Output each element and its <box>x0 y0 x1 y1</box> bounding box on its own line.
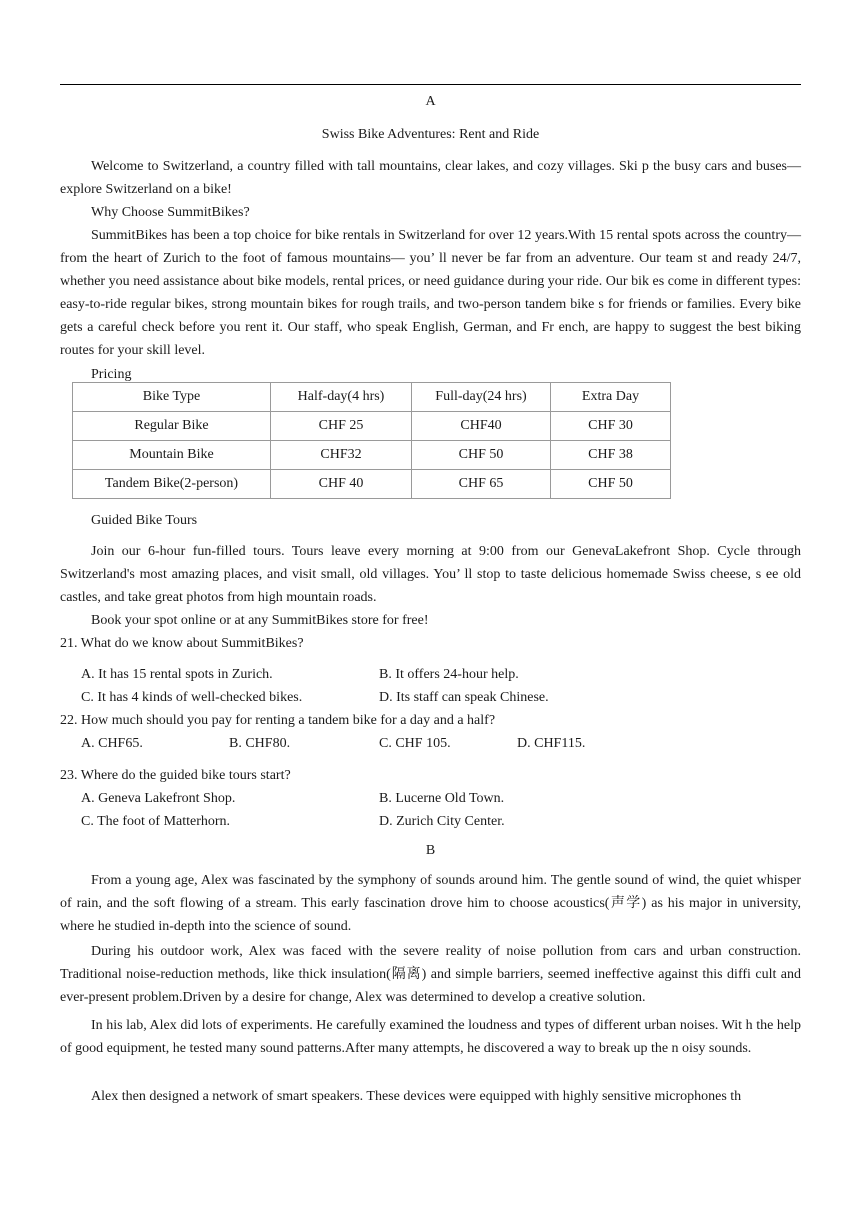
pricing-row <box>73 470 671 499</box>
answer-option: D. Zurich City Center. <box>379 814 505 829</box>
answer-option: C. It has 4 kinds of well-checked bikes. <box>81 690 303 705</box>
answer-option: B. It offers 24-hour help. <box>379 667 519 682</box>
passage-a-title: Swiss Bike Adventures: Rent and Ride <box>321 127 540 142</box>
passage-b-paragraph: In his lab, Alex did lots of experiments. He carefully examined the loudness and types of different urban noises. Wit h the help of good equipment, he tested many sound patterns.After many attempts, he discovered a way to break up the n oisy sounds. <box>60 1018 801 1056</box>
pricing-row <box>73 412 671 441</box>
pricing-row <box>73 441 671 470</box>
pricing-cell: CHF32 <box>271 441 412 470</box>
pricing-cell: Regular Bike <box>73 412 271 441</box>
pricing-header-row <box>73 383 671 412</box>
why-paragraph: SummitBikes has been a top choice for bike rentals in Switzerland for over 12 years.With 15 rental spots across the country— from the heart of Zurich to the foot of famous mountains— you’ ll never be far from an adventure. Our team st and ready 24/7, whether you need assistance about bike models, rental prices, or need guidance during your ride. Our bik es come in different types: easy-to-ride regular bikes, strong mountain bikes for rough trails, and two-person tandem bike s for friends or families. Every bike gets a careful check before you rent it. Our staff, who speak English, German, and Fr ench, are happy to suggest the best biking routes for your skill level. <box>60 228 801 358</box>
question-stem: 23. Where do the guided bike tours start? <box>60 768 291 783</box>
exam-page <box>60 0 801 1216</box>
pricing-header-cell: Full-day(24 hrs) <box>412 383 551 412</box>
question-stem: 22. How much should you pay for renting a tandem bike for a day and a half? <box>60 713 496 728</box>
pricing-heading: Pricing <box>91 367 132 382</box>
pricing-cell: Tandem Bike(2-person) <box>73 470 271 499</box>
pricing-cell: CHF 25 <box>271 412 412 441</box>
pricing-header-cell: Extra Day <box>551 383 671 412</box>
tours-heading: Guided Bike Tours <box>91 513 198 528</box>
pricing-cell: CHF 40 <box>271 470 412 499</box>
answer-option: B. CHF80. <box>229 736 291 751</box>
pricing-cell: CHF 50 <box>412 441 551 470</box>
passage-b-paragraph: Alex then designed a network of smart speakers. These devices were equipped with highly sensitive microphones th <box>91 1089 742 1104</box>
answer-option: C. The foot of Matterhorn. <box>81 814 231 829</box>
passage-a-intro: Welcome to Switzerland, a country filled with tall mountains, clear lakes, and cozy villages. Ski p the busy cars and buses— explore Switzerland on a bike! <box>60 159 801 197</box>
passage-b-paragraph: From a young age, Alex was fascinated by the symphony of sounds around him. The gentle sound of wind, the quiet whisper of rain, and the soft flowing of a stream. This early fascination drove him to choose acoustics(声学) as his major in university, where he studied in-depth into the science of sound. <box>60 873 801 934</box>
pricing-cell: CHF40 <box>412 412 551 441</box>
top-rule <box>60 84 801 85</box>
passage-b-paragraph: During his outdoor work, Alex was faced with the severe reality of noise pollution from cars and urban construction. Traditional noise-reduction methods, like thick insulation(隔离) and simple barriers, seemed ineffective against this diffi cult and ever-present problem.Driven by a desire for change, Alex was determined to develop a creative solution. <box>60 944 801 1005</box>
answer-option: A. CHF65. <box>81 736 143 751</box>
pricing-header-cell: Bike Type <box>73 383 271 412</box>
answer-option: A. Geneva Lakefront Shop. <box>81 791 236 806</box>
answer-option: D. Its staff can speak Chinese. <box>379 690 549 705</box>
pricing-cell: CHF 65 <box>412 470 551 499</box>
passage-b-letter: B <box>425 843 436 858</box>
pricing-cell: CHF 30 <box>551 412 671 441</box>
pricing-cell: CHF 50 <box>551 470 671 499</box>
why-heading: Why Choose SummitBikes? <box>91 205 250 220</box>
tours-paragraph: Join our 6-hour fun-filled tours. Tours leave every morning at 9:00 from our GenevaLakefront Shop. Cycle through Switzerland's most amazing places, and visit small, old villages. You’ ll stop to taste delicious homemade Swiss cheese, s ee old castles, and take great photos from high mountain roads. <box>60 544 801 605</box>
question-stem: 21. What do we know about SummitBikes? <box>60 636 304 651</box>
answer-option: C. CHF 105. <box>379 736 451 751</box>
pricing-cell: CHF 38 <box>551 441 671 470</box>
booking-note: Book your spot online or at any SummitBikes store for free! <box>91 613 429 628</box>
pricing-header-cell: Half-day(4 hrs) <box>271 383 412 412</box>
answer-option: A. It has 15 rental spots in Zurich. <box>81 667 273 682</box>
answer-option: D. CHF115. <box>517 736 586 751</box>
pricing-cell: Mountain Bike <box>73 441 271 470</box>
passage-a-letter: A <box>425 94 436 109</box>
pricing-table <box>72 382 671 499</box>
answer-option: B. Lucerne Old Town. <box>379 791 505 806</box>
